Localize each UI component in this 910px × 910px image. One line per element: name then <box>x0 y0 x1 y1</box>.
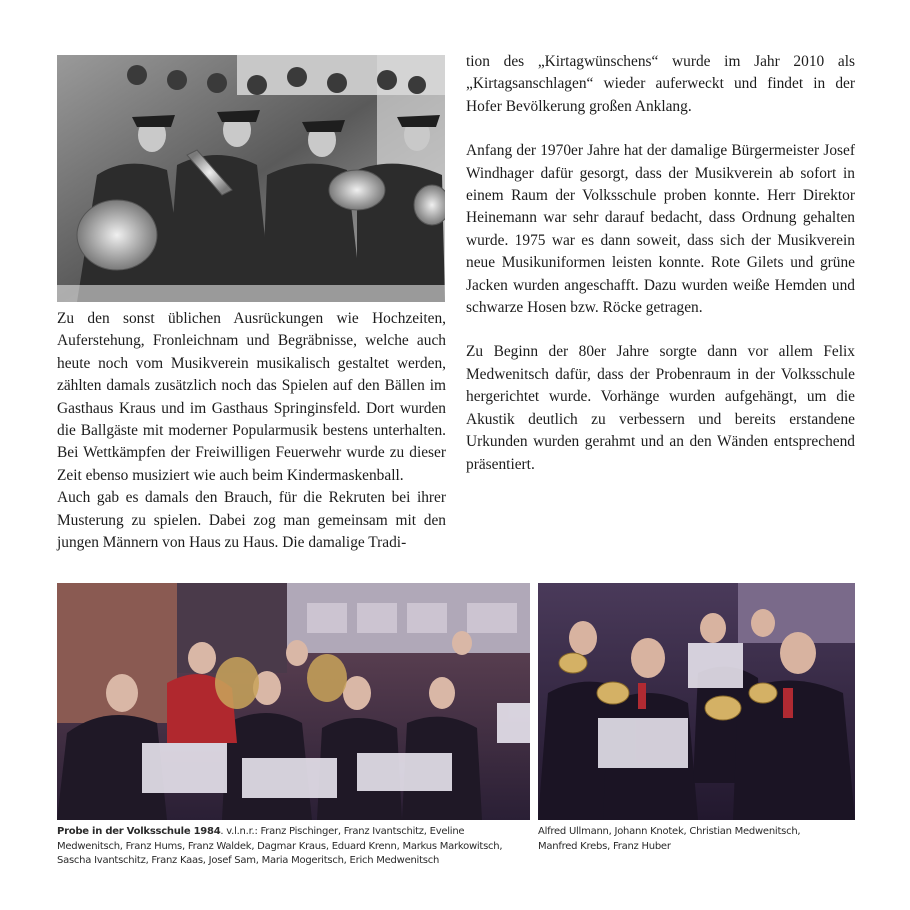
caption-trumpet-players <box>538 825 838 854</box>
left-text-column <box>57 308 446 554</box>
caption-title: Probe in der Volksschule 1984 <box>57 826 221 837</box>
caption-rehearsal-1984 <box>57 825 530 869</box>
rehearsal-photo-1984 <box>57 583 530 820</box>
right-text-column <box>466 51 855 476</box>
caption-names: . v.l.n.r.: Franz Pischinger, Franz Ivantschitz, Eveline Medwenitsch, Franz Hums, Franz Waldek, Dagmar Kraus, Eduard Krenn, Markus Markowitsch, Sascha Ivantschitz, Franz Kaas, Josef Sam, Maria Mogeritsch, Erich Medwenitsch <box>57 826 503 867</box>
band-photo-bw <box>57 55 445 302</box>
left-paragraph-2: Auch gab es damals den Brauch, für die Rekruten bei ihrer Musterung zu spielen. Dabei zog man gemeinsam mit den jungen Männern von Haus zu Haus. Die damalige Tradi- <box>57 489 446 552</box>
right-paragraph-1: tion des „Kirtagwünschens“ wurde im Jahr 2010 als „Kirtagsanschlagen“ wieder auferweckt und findet in der Hofer Bevölkerung großen Anklang. <box>466 53 855 115</box>
trumpet-players-photo <box>538 583 855 820</box>
right-paragraph-2: Anfang der 1970er Jahre hat der damalige Bürgermeister Josef Windhager dafür gesorgt, dass der Musikverein ab sofort in einem Raum der Volksschule proben konnte. Herr Direktor Heinemann war sehr darauf bedacht, dass Ordnung gehalten wurde. 1975 war es dann soweit, dass sich der Musikverein neue Musikuniformen leisten konnte. Rote Gilets und grüne Jacken wurden angeschafft. Dazu wurden weiße Hemden und schwarze Hosen bzw. Röcke getragen. <box>466 142 855 317</box>
right-paragraph-3: Zu Beginn der 80er Jahre sorgte dann vor allem Felix Medwenitsch dafür, dass der Probenraum in der Volksschule hergerichtet wurde. Vorhänge wurden aufgehängt, um die Akustik deutlich zu verbessern und bereits erstandene Urkunden wurden gerahmt und an den Wänden entsprechend präsentiert. <box>466 343 855 473</box>
caption-names-right: Alfred Ullmann, Johann Knotek, Christian Medwenitsch, Manfred Krebs, Franz Huber <box>538 826 801 852</box>
left-paragraph-1: Zu den sonst üblichen Ausrückungen wie Hochzeiten, Auferstehung, Fronleichnam und Begräbnisse, welche auch heute noch vom Musikverein musikalisch gestaltet werden, zählten damals zusätzlich noch das Spielen auf den Bällen im Gasthaus Kraus und im Gasthaus Springinsfeld. Dort wurden die Ballgäste mit moderner Popularmusik bestens unterhalten. Bei Wettkämpfen der Freiwilligen Feuerwehr wurde zu dieser Zeit ebenso musiziert wie auch beim Kindermaskenball. <box>57 310 446 484</box>
